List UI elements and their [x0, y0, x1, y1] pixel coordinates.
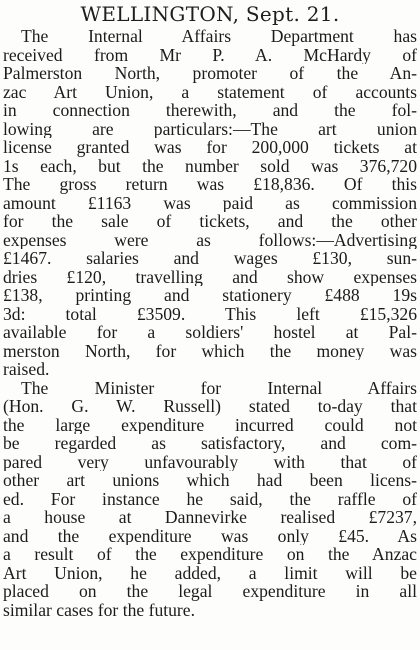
paragraph-2	[3, 379, 417, 620]
text-line: ed. For instance he said, the raffle of	[3, 489, 417, 508]
text-line: license granted was for 200,000 tickets at	[3, 138, 417, 157]
text-line: Palmerston North, promoter of the An-	[3, 64, 417, 83]
text-line: zac Art Union, a statement of accounts	[3, 82, 417, 101]
text-line: (Hon. G. W. Russell) stated to-day that	[3, 397, 417, 416]
text-line: 1s each, but the number sold was 376,720	[3, 156, 417, 175]
text-line: in connection therewith, and the fol-	[3, 101, 417, 120]
text-line: 3d: total £3509. This left £15,326	[3, 304, 417, 323]
text-line: The Minister for Internal Affairs	[21, 378, 417, 397]
article-body	[3, 27, 417, 619]
text-line: a result of the expenditure on the Anzac	[3, 545, 417, 564]
text-line: £1467. salaries and wages £130, sun-	[3, 249, 417, 268]
text-line: received from Mr P. A. McHardy of	[3, 45, 417, 64]
text-line: amount £1163 was paid as commission	[3, 193, 417, 212]
text-line: merston North, for which the money was	[3, 341, 417, 360]
text-line: similar cases for the future.	[3, 600, 195, 619]
text-line: pared very unfavourably with that of	[3, 452, 417, 471]
text-line: for the sale of tickets, and the other	[3, 212, 417, 231]
text-line: dries £120, travelling and show expenses	[3, 267, 417, 286]
dateline-heading: WELLINGTON, Sept. 21.	[80, 2, 340, 26]
text-line: The gross return was £18,836. Of this	[3, 175, 417, 194]
text-line: raised.	[3, 360, 50, 379]
text-line: lowing are particulars:—The art union	[3, 119, 417, 138]
text-line: available for a soldiers' hostel at Pal-	[3, 323, 417, 342]
text-line: be regarded as satisfactory, and com-	[3, 434, 417, 453]
text-line: expenses were as follows:—Advertising	[3, 230, 417, 249]
text-line: other art unions which had been licens-	[3, 471, 417, 490]
text-line: a house at Dannevirke realised £7237,	[3, 508, 417, 527]
text-line: and the expenditure was only £45. As	[3, 526, 417, 545]
text-line: the large expenditure incurred could not	[3, 415, 417, 434]
text-line: placed on the legal expenditure in all	[3, 582, 417, 601]
text-line: £138, printing and stationery £488 19s	[3, 286, 417, 305]
text-line: Art Union, he added, a limit will be	[3, 563, 417, 582]
text-line: The Internal Affairs Department has	[21, 27, 417, 46]
paragraph-1	[3, 27, 417, 379]
